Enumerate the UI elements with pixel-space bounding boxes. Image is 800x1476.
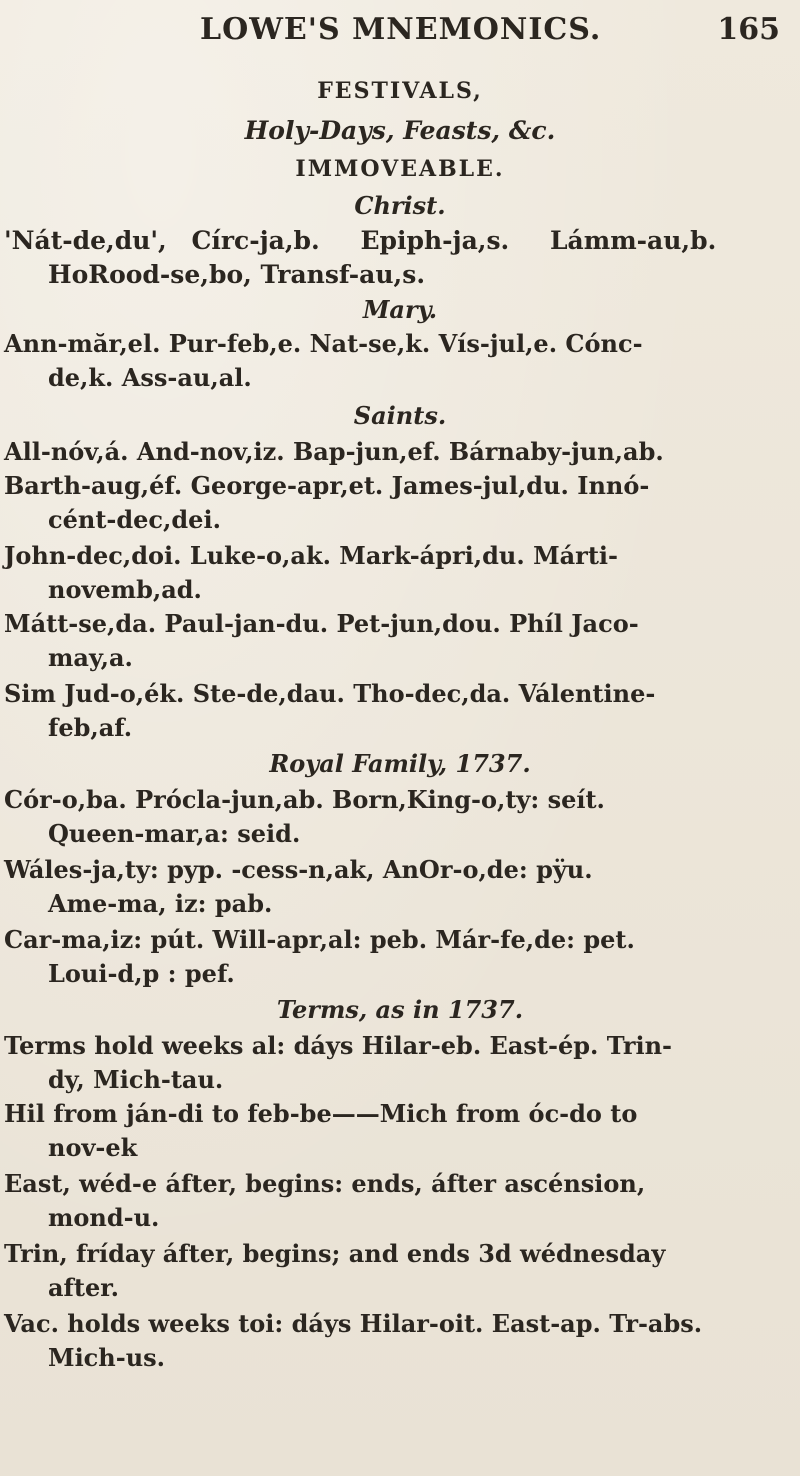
heading-subtitle: Holy-Days, Feasts, &c. bbox=[244, 116, 556, 145]
royal-line-3: Wáles-ja,ty: pyp. -cess-n,ak, AnOr-o,de: pÿu. bbox=[4, 855, 593, 884]
saints-line-7: may,a. bbox=[48, 643, 133, 672]
royal-line-6: Loui-d,p : pef. bbox=[48, 959, 235, 988]
terms-line-10: Mich-us. bbox=[48, 1343, 166, 1372]
saints-line-6: Mátt-se,da. Paul-jan-du. Pet-jun,dou. Phíl Jaco- bbox=[4, 609, 639, 638]
terms-line-4: nov-ek bbox=[48, 1133, 138, 1162]
feast-lammas: Lámm-au,b. bbox=[549, 226, 717, 255]
royal-line-2: Queen-mar,a: seid. bbox=[48, 819, 301, 848]
feast-epiphany: Epiph-ja,s. bbox=[360, 226, 510, 255]
terms-line-1: Terms hold weeks al: dáys Hilar-eb. East-ép. Trin- bbox=[4, 1031, 672, 1060]
mary-line-2: de,k. Ass-au,al. bbox=[48, 363, 252, 392]
saints-line-9: feb,af. bbox=[48, 713, 133, 742]
saints-line-4: John-dec,doi. Luke-o,ak. Mark-ápri,du. Márti- bbox=[4, 541, 618, 570]
heading-festivals: FESTIVALS, bbox=[317, 78, 483, 104]
royal-line-5: Car-ma,iz: pút. Will-apr,al: peb. Már-fe,de: pet. bbox=[4, 925, 635, 954]
feast-nativity: 'Nát-de,du', bbox=[4, 226, 178, 255]
saints-line-2: Barth-aug,éf. George-apr,et. James-jul,du. Innó- bbox=[4, 471, 650, 500]
saints-line-5: novemb,ad. bbox=[48, 575, 202, 604]
running-title: LOWE'S MNEMONICS. bbox=[200, 12, 602, 47]
terms-line-7: Trin, fríday áfter, begins; and ends 3d wédnesday bbox=[4, 1239, 666, 1268]
terms-line-5: East, wéd-e áfter, begins: ends, áfter ascénsion, bbox=[4, 1169, 646, 1198]
saints-line-1: All-nóv,á. And-nov,iz. Bap-jun,ef. Bárnaby-jun,ab. bbox=[4, 437, 664, 466]
feast-circumcision: Círc-ja,b. bbox=[191, 226, 320, 255]
heading-mary: Mary. bbox=[362, 295, 438, 324]
heading-immoveable: IMMOVEABLE. bbox=[295, 156, 505, 182]
terms-line-2: dy, Mich-tau. bbox=[48, 1065, 224, 1094]
running-head bbox=[200, 8, 780, 52]
heading-christ: Christ. bbox=[354, 191, 446, 220]
royal-line-4: Ame-ma, iz: pab. bbox=[48, 889, 273, 918]
heading-saints: Saints. bbox=[353, 401, 447, 430]
saints-line-3: cént-dec,dei. bbox=[48, 505, 221, 534]
mary-line-1: Ann-măr,el. Pur-feb,e. Nat-se,k. Vís-jul,e. Cónc- bbox=[4, 329, 643, 358]
heading-royal: Royal Family, 1737. bbox=[269, 749, 531, 778]
christ-line-1 bbox=[4, 228, 716, 253]
terms-line-9: Vac. holds weeks toi: dáys Hilar-oit. East-ap. Tr-abs. bbox=[4, 1309, 703, 1338]
terms-line-3: Hil from ján-di to feb-be——Mich from óc-do to bbox=[4, 1099, 638, 1128]
page-number: 165 bbox=[717, 12, 780, 47]
christ-line-2: HoRood-se,bo, Transf-au,s. bbox=[48, 260, 426, 289]
royal-line-1: Cór-o,ba. Prócla-jun,ab. Born,King-o,ty: seít. bbox=[4, 785, 605, 814]
heading-terms: Terms, as in 1737. bbox=[276, 995, 524, 1024]
terms-line-6: mond-u. bbox=[48, 1203, 160, 1232]
saints-line-8: Sim Jud-o,ék. Ste-de,dau. Tho-dec,da. Válentine- bbox=[4, 679, 656, 708]
terms-line-8: after. bbox=[48, 1273, 120, 1302]
